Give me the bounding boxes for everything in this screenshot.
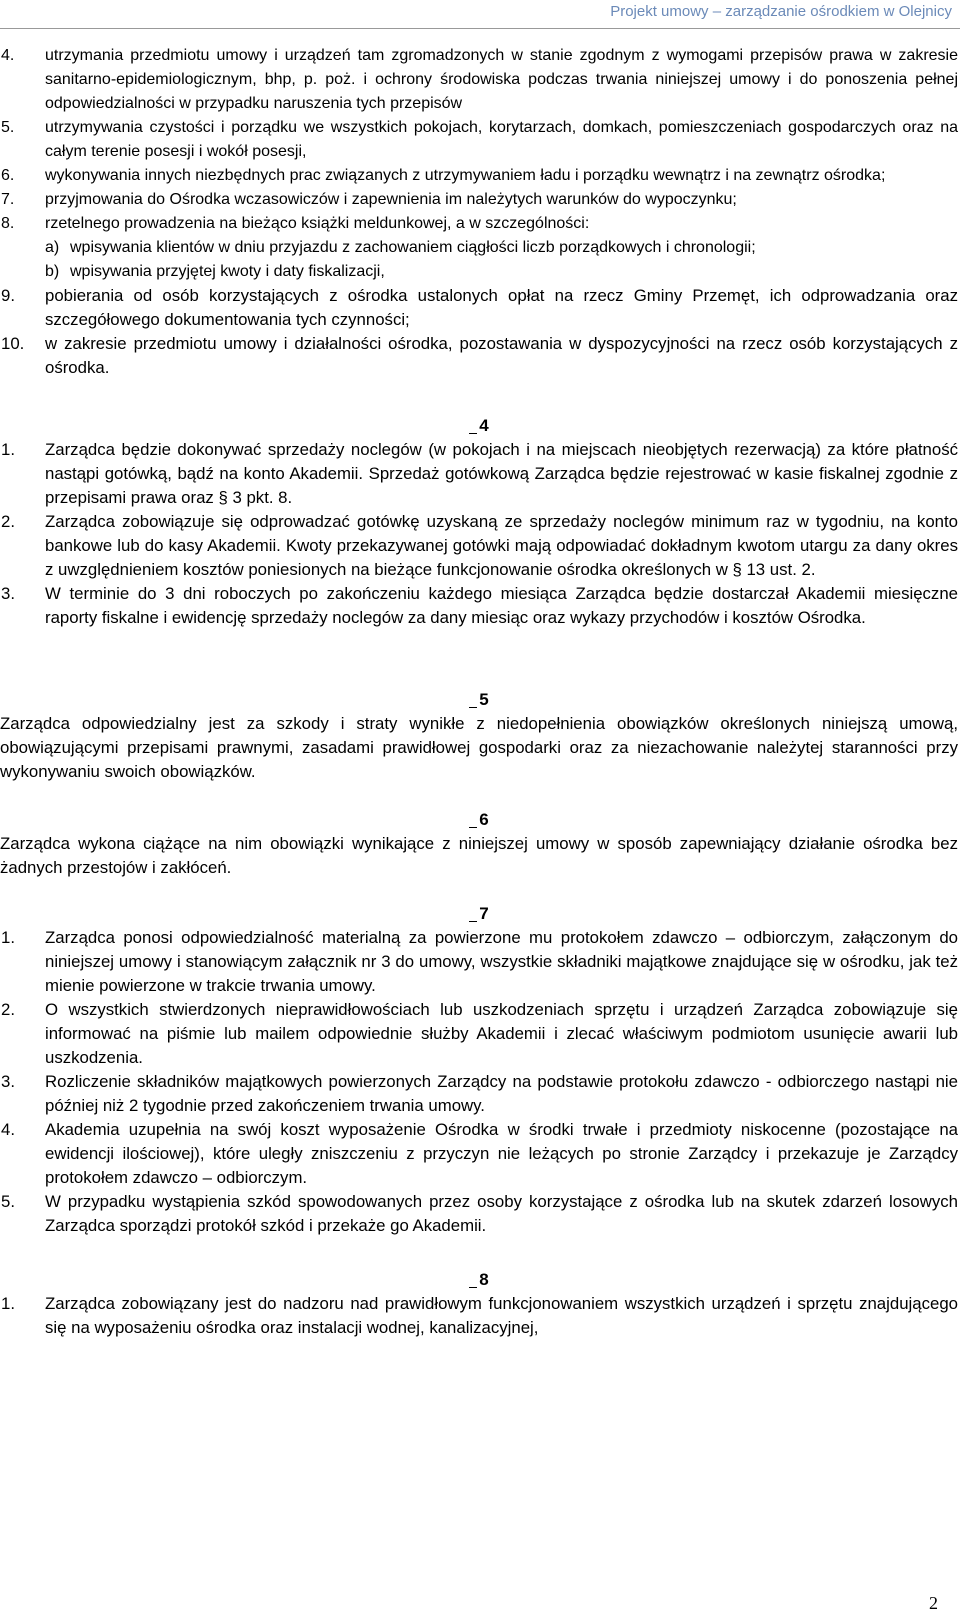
item-text: Akademia uzupełnia na swój koszt wyposażenie Ośrodka w środki trwałe i przedmioty niskocenne (pozostające na ewidencji ilościowej), które uległy zniszczeniu z przyczyn nie leżących po stronie Zarządcy i przekazuje je Zarządcy protokołem zdawczo – odbiorczym. [45,1120,958,1187]
section-number: 5 [479,690,489,709]
sub-item-letter: b) [45,263,60,280]
section-heading-8 [0,1268,958,1292]
section-sign [469,415,477,434]
item-number: 1. [1,440,15,459]
item-number: 6. [1,167,15,184]
item-text: Zarządca zobowiązuje się odprowadzać gotówkę uzyskaną ze sprzedaży noclegów minimum raz w tygodniu, na konto bankowe lub do kasy Akademii. Kwoty przekazywanej gotówki mają odpowiadać dokładnym kwotom utargu za dany okres z uwzględnieniem kosztów poniesionych na bieżące funkcjonowanie ośrodka określonych w § 13 ust. 2. [45,512,958,579]
section-number: 7 [479,904,489,923]
item-number: 2. [1,512,15,531]
item-number: 3. [1,1072,15,1091]
list-item [0,332,958,380]
section-number: 8 [479,1270,489,1289]
section-number: 4 [479,416,489,435]
obligations-list [0,44,958,284]
item-text: W przypadku wystąpienia szkód spowodowanych przez osoby korzystające z ośrodka lub na skutek zdarzeń losowych Zarządca sporządzi protokół szkód i przekaże go Akademii. [45,1192,958,1235]
list-item [0,1070,958,1118]
item-text: Zarządca będzie dokonywać sprzedaży noclegów (w pokojach i na miejscach nieobjętych rezerwacją) za które płatność nastąpi gotówką, bądź na konto Akademii. Sprzedaż gotówkową Zarządca będzie rejestrować w kasie fiskalnej zgodnie z przepisami prawa oraz § 3 pkt. 8. [45,440,958,507]
document-body [0,44,958,1340]
list-item [0,438,958,510]
item-text: utrzymywania czystości i porządku we wszystkich pokojach, korytarzach, domkach, pomieszczeniach gospodarczych oraz na całym terenie posesji i wokół posesji, [45,119,958,160]
item-text: w zakresie przedmiotu umowy i działalności ośrodka, pozostawania w dyspozycyjności na rzecz osób korzystających z ośrodka. [45,334,958,377]
list-item [0,188,958,212]
section-sign [469,809,477,828]
section-sign [469,903,477,922]
list-item [0,510,958,582]
item-number: 1. [1,1294,15,1313]
list-item [0,1292,958,1340]
list-item [0,44,958,116]
section-7-list [0,926,958,1238]
section-heading-7 [0,902,958,926]
list-item [0,164,958,188]
item-number: 4. [1,47,15,64]
section-8-list [0,1292,958,1340]
item-text: O wszystkich stwierdzonych nieprawidłowościach lub uszkodzeniach sprzętu i urządzeń Zarządca zobowiązuje się informować na piśmie lub mailem odpowiednie służby Akademii i zlecać właściwym podmiotom usunięcie awarii lub uszkodzenia. [45,1000,958,1067]
list-item [0,1190,958,1238]
list-item [0,582,958,630]
item-number: 8. [1,215,15,232]
header-rule [0,28,960,29]
list-item [0,116,958,164]
sub-item [45,236,958,260]
item-number: 3. [1,584,15,603]
item-number: 5. [1,1192,15,1211]
section-heading-5 [0,688,958,712]
item-text: W terminie do 3 dni roboczych po zakończeniu każdego miesiąca Zarządca będzie dostarczał Akademii miesięczne raporty fiskalne i ewidencję sprzedaży noclegów za dany miesiąc oraz wykazy przychodów i kosztów Ośrodka. [45,584,958,627]
sub-item-text: wpisywania przyjętej kwoty i daty fiskalizacji, [70,263,385,280]
item-text: przyjmowania do Ośrodka wczasowiczów i zapewnienia im należytych warunków do wypoczynku; [45,191,737,208]
section-5-text: Zarządca odpowiedzialny jest za szkody i straty wynikłe z niedopełnienia obowiązków określonych niniejszą umową, obowiązującymi przepisami prawnymi, zasadami prawidłowej gospodarki oraz za niezachowanie należytej staranności przy wykonywaniu swoich obowiązków. [0,714,958,781]
item-text: utrzymania przedmiotu umowy i urządzeń tam zgromadzonych w stanie zgodnym z wymogami przepisów prawa w zakresie sanitarno-epidemiologicznym, bhp, p. poż. i ochrony środowiska podczas trwania niniejszej umowy i do ponoszenia pełnej odpowiedzialności w przypadku naruszenia tych przepisów [45,47,958,112]
item-number: 4. [1,1120,15,1139]
item-text: Zarządca ponosi odpowiedzialność materialną za powierzone mu protokołem zdawczo – odbiorczym, załączonym do niniejszej umowy i stanowiącym załącznik nr 3 do umowy, wszystkie składniki majątkowe znajdujące się w ośrodku, jak też mienie powierzone w trakcie trwania umowy. [45,928,958,995]
sub-item-letter: a) [45,239,60,256]
item-number: 5. [1,119,15,136]
list-item [0,212,958,284]
item-text: wykonywania innych niezbędnych prac związanych z utrzymywaniem ładu i porządku wewnątrz i na zewnątrz ośrodka; [45,167,886,184]
list-item [0,998,958,1070]
item-text: Rozliczenie składników majątkowych powierzonych Zarządcy na podstawie protokołu zdawczo - odbiorczego nastąpi nie później niż 2 tygodnie przed zakończeniem trwania umowy. [45,1072,958,1115]
item-text: rzetelnego prowadzenia na bieżąco książki meldunkowej, a w szczególności: [45,215,590,232]
section-sign [469,1269,477,1288]
item-number: 10. [1,334,25,353]
item-number: 9. [1,286,15,305]
item-number: 1. [1,928,15,947]
item-text: Zarządca zobowiązany jest do nadzoru nad prawidłowym funkcjonowaniem wszystkich urządzeń i sprzętu znajdującego się na wyposażeniu ośrodka oraz instalacji wodnej, kanalizacyjnej, [45,1294,958,1337]
list-item [0,1118,958,1190]
list-item [0,284,958,332]
section-6-text: Zarządca wykona ciążące na nim obowiązki wynikające z niniejszej umowy w sposób zapewniający działanie ośrodka bez żadnych przestojów i zakłóceń. [0,834,958,877]
item-number: 2. [1,1000,15,1019]
section-heading-4 [0,414,958,438]
sub-item-text: wpisywania klientów w dniu przyjazdu z zachowaniem ciągłości liczb porządkowych i chronologii; [70,239,756,256]
item-text: pobierania od osób korzystających z ośrodka ustalonych opłat na rzecz Gminy Przemęt, ich odprowadzania oraz szczegółowego dokumentowania tych czynności; [45,286,958,329]
section-sign [469,689,477,708]
section-number: 6 [479,810,489,829]
list-item [0,926,958,998]
sub-item [45,260,958,284]
obligations-list-continued [0,284,958,380]
page-number: 2 [929,1593,938,1613]
running-header: Projekt umowy – zarządzanie ośrodkiem w Olejnicy [610,3,952,20]
section-heading-6 [0,808,958,832]
section-4-list [0,438,958,630]
item-number: 7. [1,191,15,208]
